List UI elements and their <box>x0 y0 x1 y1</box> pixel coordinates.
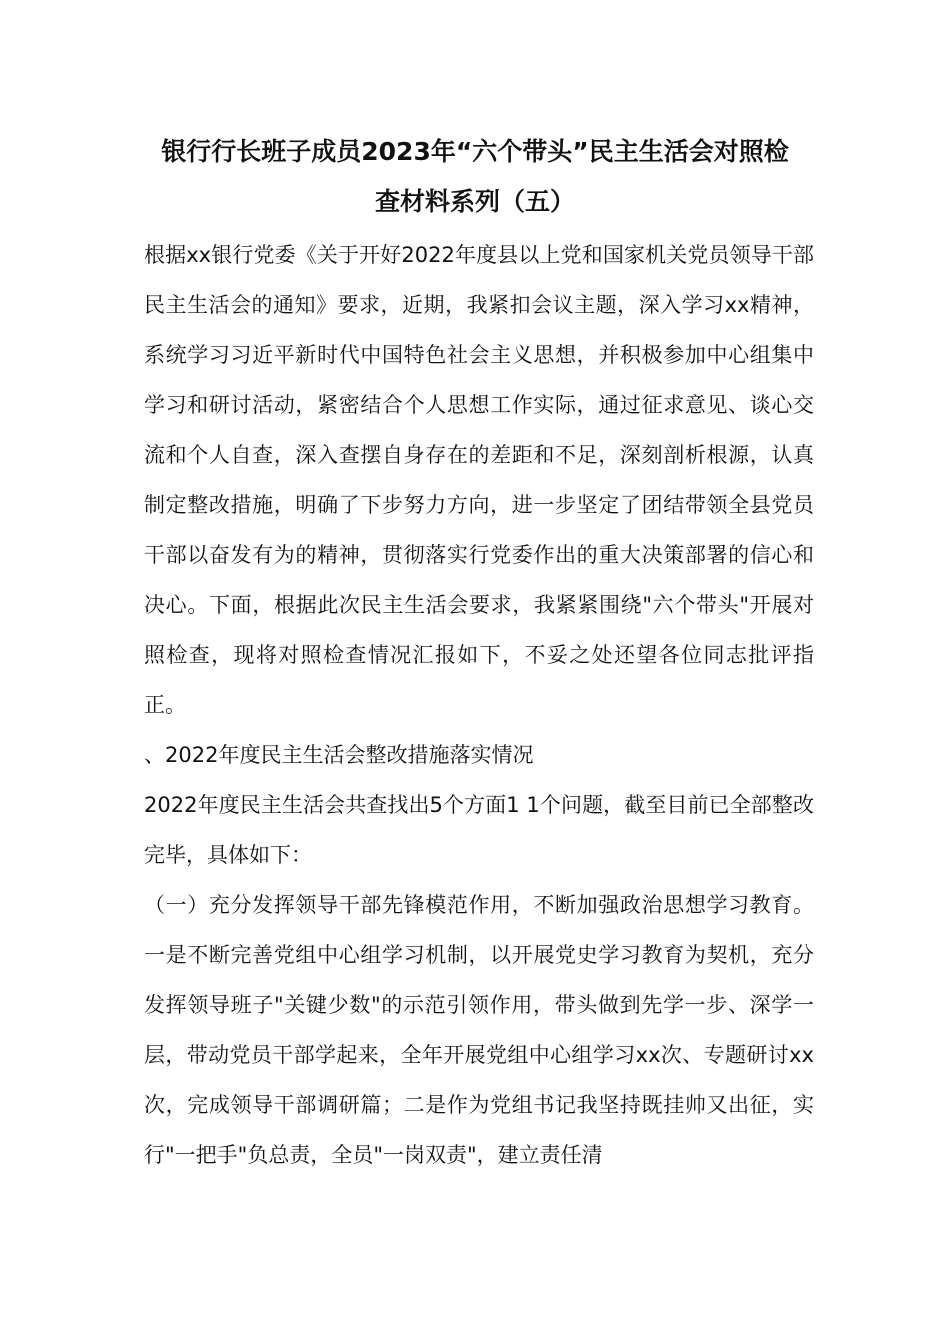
document-title-line-1: 银行行长班子成员2023年“六个带头”民主生活会对照检 <box>161 137 789 166</box>
item-one-paragraph: （一）充分发挥领导干部先锋模范作用，不断加强政治思想学习教育。一是不断完善党组中心组学习机制，以开展党史学习教育为契机，充分发挥领导班子"关键少数"的示范引领作用，带头做到先学一步、深学一层，带动党员干部学起来，全年开展党组中心组学习xx次、专题研讨xx次，完成领导干部调研篇；二是作为党组书记我坚持既挂帅又出征，实行"一把手"负总责，全员"一岗双责"，建立责任清 <box>144 893 814 1167</box>
document-title-line-2: 查材料系列（五） <box>374 187 575 216</box>
summary-paragraph: 2022年度民主生活会共查找出5个方面1 1个问题，截至目前已全部整改完毕，具体如下： <box>144 793 814 867</box>
intro-paragraph: 根据xx银行党委《关于开好2022年度县以上党和国家机关党员领导干部民主生活会的通知》要求，近期，我紧扣会议主题，深入学习xx精神，系统学习习近平新时代中国特色社会主义思想，并积极参加中心组集中学习和研讨活动，紧密结合个人思想工作实际，通过征求意见、谈心交流和个人自查，深入查摆自身存在的差距和不足，深刻剖析根源，认真制定整改措施，明确了下步努力方向，进一步坚定了团结带领全县党员干部以奋发有为的精神，贯彻落实行党委作出的重大决策部署的信心和决心。下面，根据此次民主生活会要求，我紧紧围绕"六个带头"开展对照检查，现将对照检查情况汇报如下，不妥之处还望各位同志批评指正。 <box>144 243 814 717</box>
document-body <box>144 230 814 1180</box>
section-heading: 、2022年度民主生活会整改措施落实情况 <box>144 743 534 767</box>
